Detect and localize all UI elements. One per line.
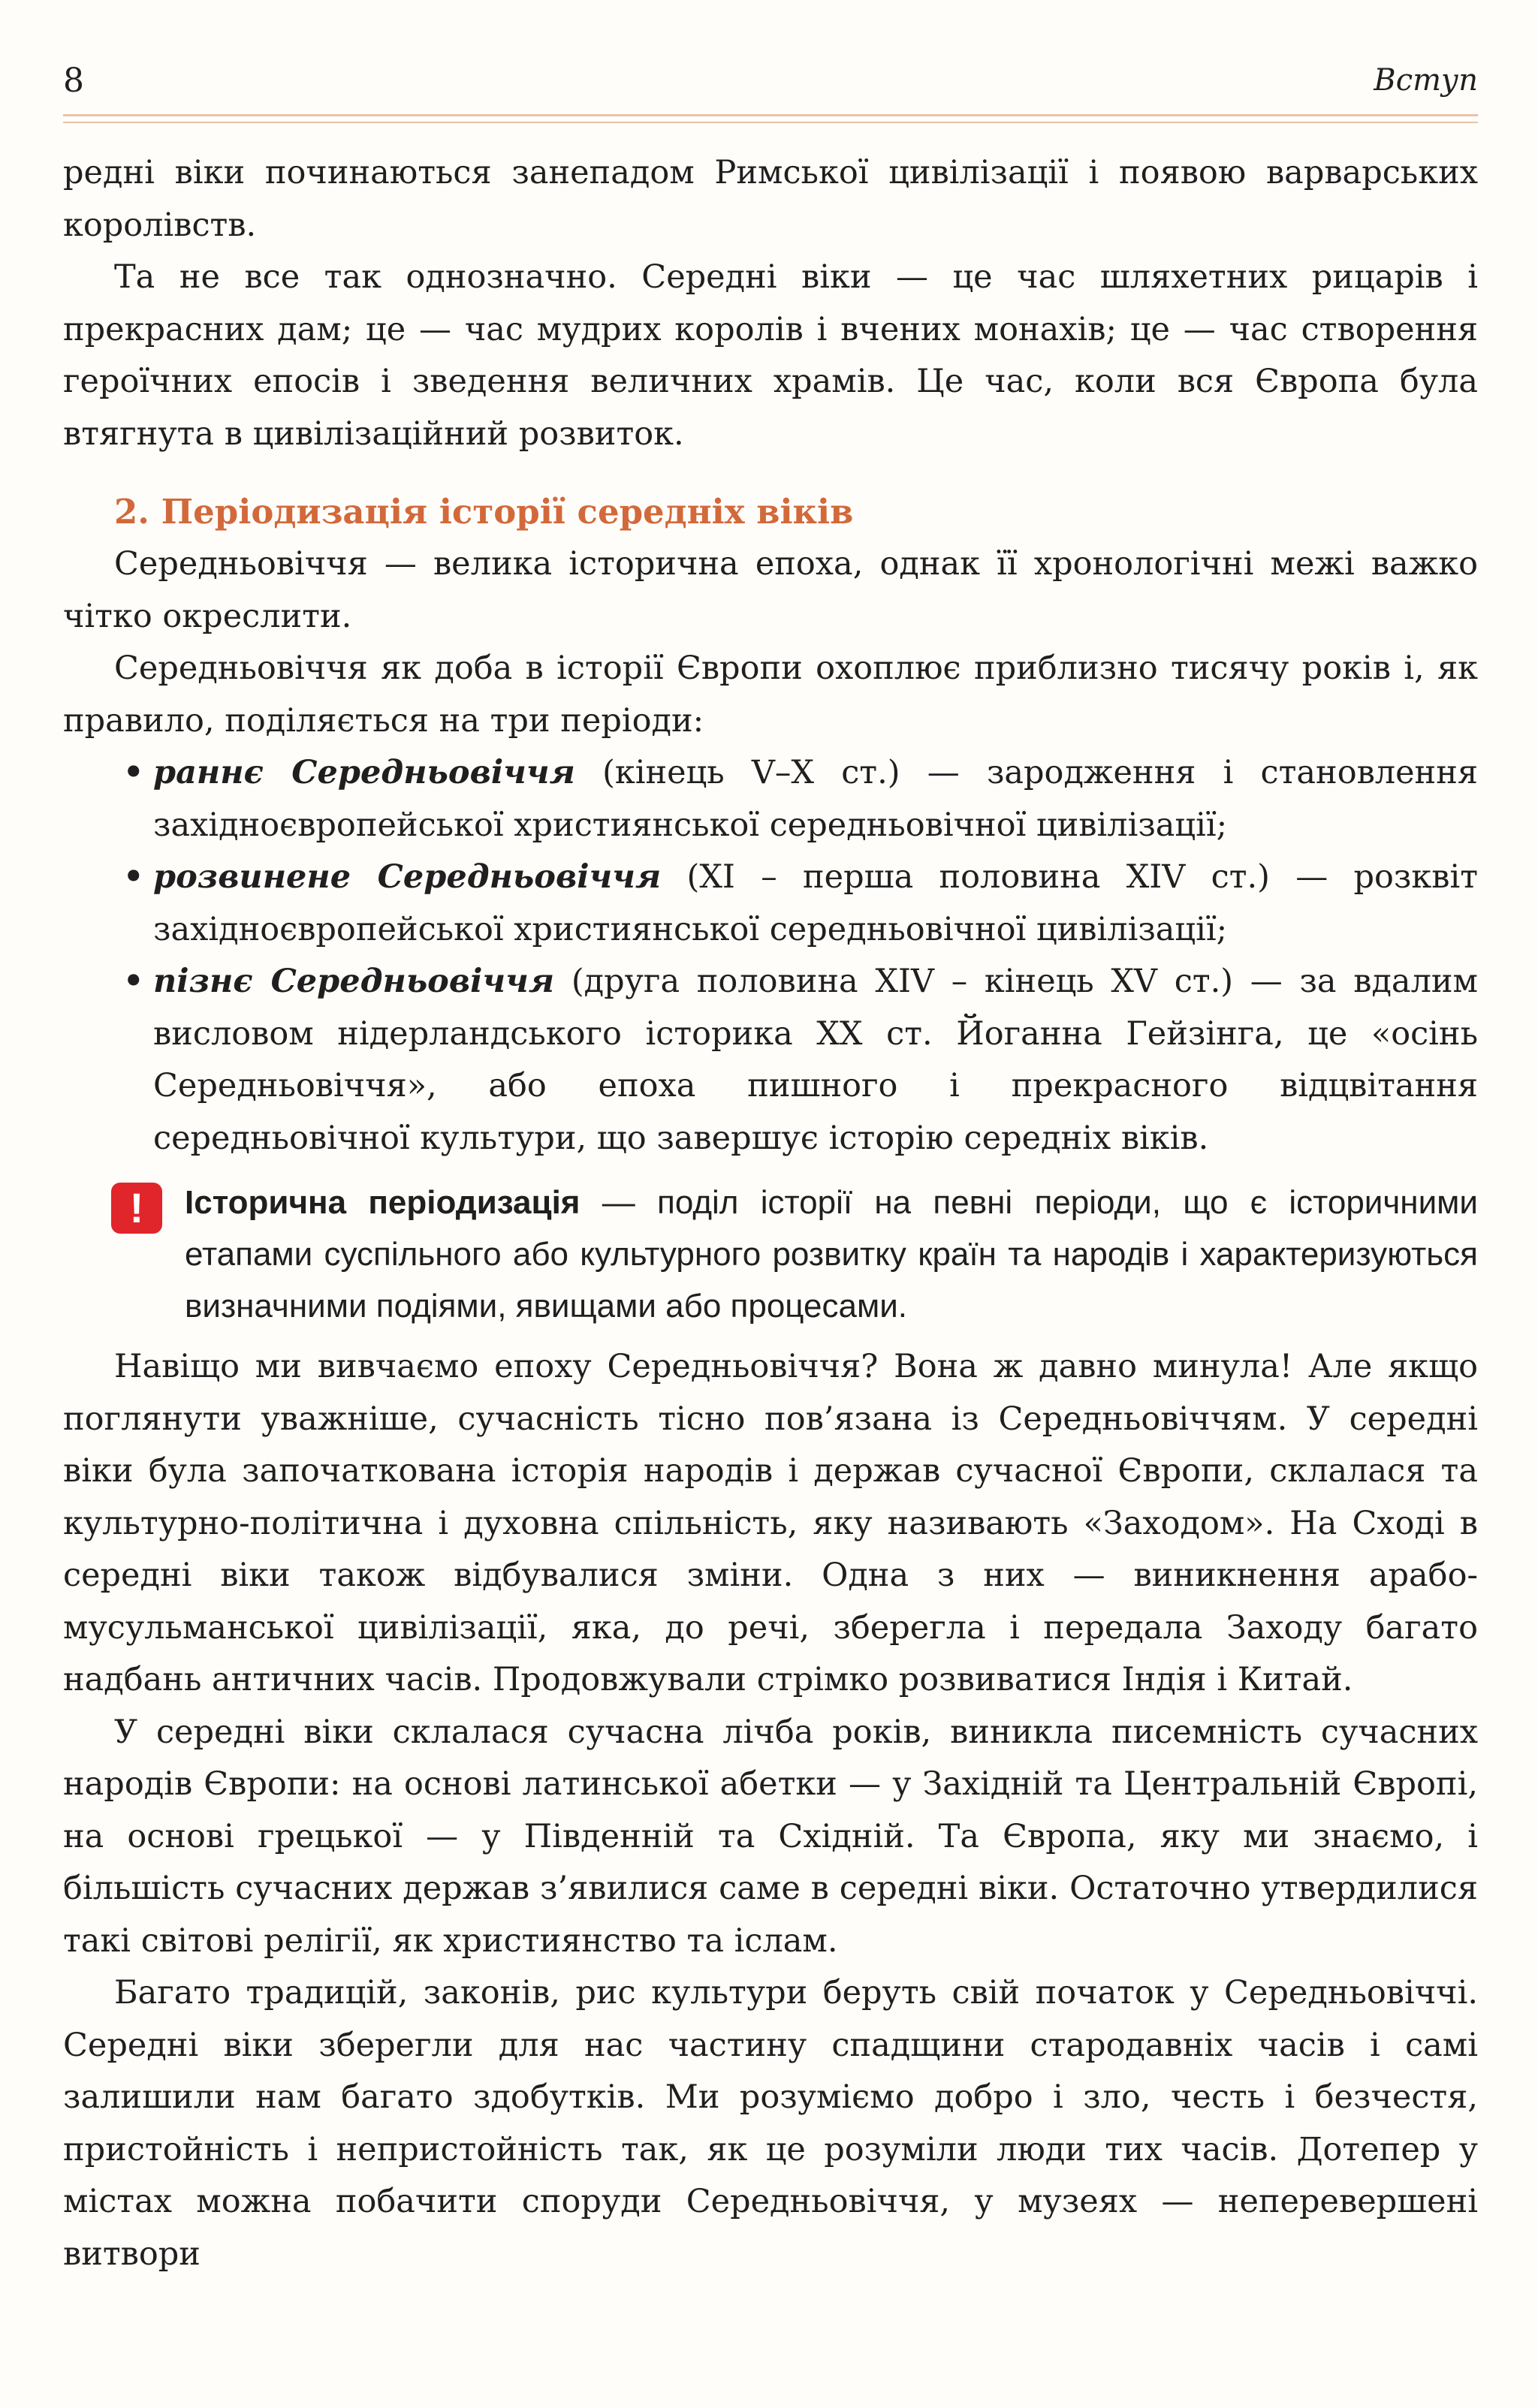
- period-term: розвинене Середньовіччя: [153, 858, 662, 896]
- definition-text: — поділ історії на певні періоди, що є історичними етапами суспільного або культурного розвитку країн та народів і характеризуються визначними подіями, явищами або процесами.: [185, 1184, 1478, 1325]
- period-term: раннє Середньовіччя: [153, 754, 575, 791]
- definition-term: Історична періодизація: [185, 1184, 581, 1221]
- header-rule: [63, 114, 1478, 116]
- section-paragraph-5: Багато традицій, законів, рис культури беруть свій початок у Середньовіччі. Середні віки зберегли для нас частину спадщини стародавніх часів і самі залишили нам багато здобутків. Ми розуміємо добро і зло, честь і безчестя, пристойність і непристойність так, як це розуміли люди тих часів. Дотепер у містах можна побачити споруди Середньовіччя, у музеях — неперевершені витвори: [63, 1974, 1478, 2273]
- section-paragraph-3: Навіщо ми вивчаємо епоху Середньовіччя? Вона ж давно минула! Але якщо поглянути уважніше, сучасність тісно пов’язана із Середньовіччям. У середні віки була започаткована історія народів і держав сучасної Європи, склалася та культурно-політична і духовна спільність, яку називають «Заходом». На Сході в середні віки також відбувалися зміни. Одна з них — виникнення арабо-мусульманської цивілізації, яка, до речі, зберегла і передала Заходу багато надбань античних часів. Продовжували стрімко розвиватися Індія і Китай.: [63, 1348, 1478, 1698]
- running-title: Вступ: [1374, 63, 1478, 98]
- intro-paragraph-1: редні віки починаються занепадом Римської цивілізації і появою варварських королівств.: [63, 154, 1478, 244]
- period-item-early: [63, 747, 1478, 851]
- period-description: (кінець V–X ст.) — зародження і становлення західноєвропейської християнської середньовічної цивілізації;: [153, 754, 1478, 844]
- periods-list: [63, 747, 1478, 1165]
- period-description: (друга половина XIV – кінець XV ст.) — за вдалим висловом нідерландського історика XX ст. Йоганна Гейзінга, це «осінь Середньовіччя», або епоха пишного і прекрасного відцвітання середньовічної культури, що завершує історію середніх віків.: [153, 963, 1478, 1157]
- header-rule-secondary: [63, 122, 1478, 123]
- period-item-late: [63, 956, 1478, 1165]
- section-heading: 2. Періодизація історії середніх віків: [114, 492, 854, 532]
- intro-paragraph-2: Та не все так однозначно. Середні віки — це час шляхетних рицарів і прекрасних дам; це — час мудрих королів і вчених монахів; це — час створення героїчних епосів і зведення величних храмів. Це час, коли вся Європа була втягнута в цивілізаційний розвиток.: [63, 258, 1478, 453]
- page-number: 8: [63, 62, 84, 100]
- definition-box: [63, 1177, 1478, 1332]
- bullet-icon: •: [123, 858, 144, 896]
- bullet-icon: •: [123, 754, 144, 791]
- section-paragraph-1: Середньовіччя — велика історична епоха, однак її хронологічні межі важко чітко окреслити.: [63, 545, 1478, 635]
- page-content: [63, 147, 1478, 2280]
- period-term: пізнє Середньовіччя: [153, 963, 555, 1000]
- period-item-high: [63, 851, 1478, 956]
- section-paragraph-2: Середньовіччя як доба в історії Європи охоплює приблизно тисячу років і, як правило, поділяється на три періоди:: [63, 649, 1478, 740]
- period-description: (XI – перша половина XIV ст.) — розквіт західноєвропейської християнської середньовічної цивілізації;: [153, 858, 1478, 948]
- section-paragraph-4: У середні віки склалася сучасна лічба років, виникла писемність сучасних народів Європи: на основі латинської абетки — у Західній та Центральній Європі, на основі грецької — у Південній та Східній. Та Європа, яку ми знаємо, і більшість сучасних держав з’явилися саме в середні віки. Остаточно утвердилися такі світові релігії, як християнство та іслам.: [63, 1713, 1478, 1960]
- bullet-icon: •: [123, 963, 144, 1000]
- page-header: [63, 59, 1478, 105]
- exclamation-icon: !: [111, 1183, 162, 1234]
